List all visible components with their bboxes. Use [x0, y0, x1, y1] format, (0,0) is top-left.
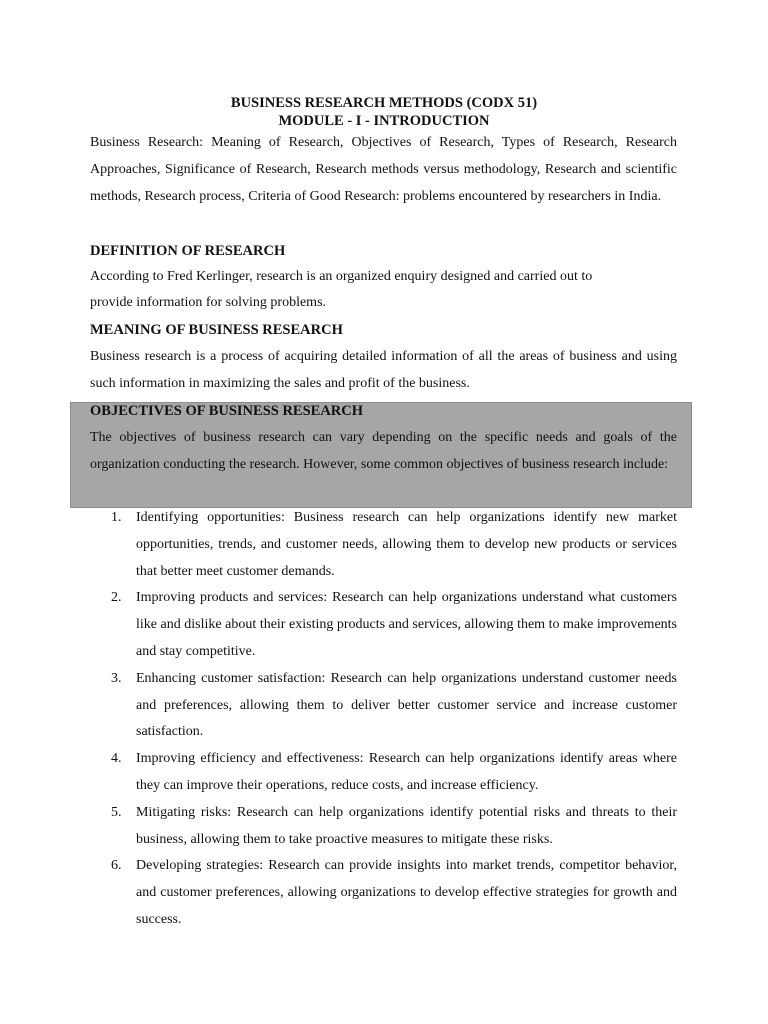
list-item: [90, 666, 677, 746]
objectives-list: [90, 505, 677, 934]
objectives-heading: OBJECTIVES OF BUSINESS RESEARCH: [90, 403, 364, 419]
list-item-text: Improving products and services: Research can help organizations understand what customers like and dislike about their existing products and services, allowing them to make improvements and stay competitive.: [136, 590, 677, 659]
list-item-text: Developing strategies: Research can provide insights into market trends, competitor behavior, and customer preferences, allowing organizations to develop effective strategies for growth and success.: [136, 858, 677, 927]
list-number: 4.: [111, 751, 122, 767]
list-number: 1.: [111, 510, 122, 525]
list-item: [90, 585, 677, 665]
list-number: 2.: [111, 590, 122, 606]
definition-line-2: provide information for solving problems.: [90, 295, 327, 310]
module-title: MODULE - I - INTRODUCTION: [278, 113, 490, 129]
meaning-heading: MEANING OF BUSINESS RESEARCH: [90, 322, 343, 338]
document-title: BUSINESS RESEARCH METHODS (CODX 51): [230, 95, 538, 111]
intro-paragraph: Business Research: Meaning of Research, Objectives of Research, Types of Research, Research Approaches, Significance of Research, Research methods versus methodology, Research and scientific methods, Research process, Criteria of Good Research: problems encountered by researchers in India.: [90, 135, 677, 204]
list-item: [90, 505, 677, 585]
list-number: 6.: [111, 858, 122, 874]
list-item-text: Mitigating risks: Research can help organizations identify potential risks and threats to their business, allowing them to take proactive measures to mitigate these risks.: [136, 804, 677, 847]
list-item: [90, 800, 677, 854]
list-item: [90, 853, 677, 933]
objectives-paragraph: The objectives of business research can vary depending on the specific needs and goals of the organization conducting the research. However, some common objectives of business research include:: [90, 430, 677, 472]
list-item-text: Identifying opportunities: Business research can help organizations identify new market opportunities, trends, and customer needs, allowing them to develop new products or services that better meet customer demands.: [136, 510, 677, 579]
list-item-text: Enhancing customer satisfaction: Research can help organizations understand customer needs and preferences, allowing them to deliver better customer service and increase customer satisfaction.: [136, 670, 677, 740]
meaning-paragraph: Business research is a process of acquiring detailed information of all the areas of business and using such information in maximizing the sales and profit of the business.: [90, 349, 677, 391]
list-number: 3.: [111, 670, 122, 686]
list-number: 5.: [111, 804, 122, 820]
definition-line-1: According to Fred Kerlinger, research is an organized enquiry designed and carried out to: [90, 269, 593, 284]
list-item-text: Improving efficiency and effectiveness: Research can help organizations identify areas where they can improve their operations, reduce costs, and increase efficiency.: [136, 751, 677, 793]
definition-heading: DEFINITION OF RESEARCH: [90, 243, 286, 259]
list-item: [90, 746, 677, 800]
